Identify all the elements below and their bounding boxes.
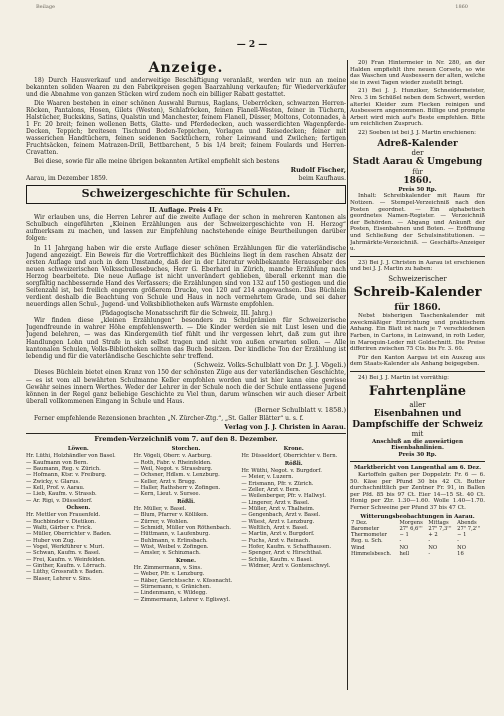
table-cell: - bbox=[399, 538, 402, 545]
guest-line: — Keller, Arzt v. Brugg. bbox=[133, 478, 197, 485]
review-more: Ferner empfehlende Rezensionen brachten „N. Zürcher-Ztg.“, „St. Galler Blätter“ u. s. f. bbox=[34, 414, 304, 422]
guest-line: — Weltlich, Arzt v. Basel. bbox=[241, 525, 309, 532]
adresskalender-contents: Inhalt: Schreibkalender mit Raum für Notizen. — Stempel-Verzeichniß nach den Posten geordnet. — Ein alphabetisch geordnetes Namen-Register. — Verzeichniß der Behörden. — Abgang und Ankunft der Posten, Eisenbahnen und Boten. — Eröffnung und Schließung der Schulsinstitutionen. — Jahrmärkte-Verzeichniß. — Geschäfts-Anzeiger u. bbox=[350, 193, 485, 253]
schweizergeschichte-intro: Wir erlauben uns, die Herren Lehrer auf die zweite Auflage der schon in mehreren Kantonen als Schulbuch eingeführten „Kleinen Erzählungen aus der Schweizergeschichte von H. Herzog“ aufmerksam zu machen, und lassen zur Empfehlung nachstehende einige Beurtheilungen darüber folgen: bbox=[26, 214, 346, 243]
hotel-column-3 bbox=[241, 445, 346, 603]
corner-left: Beilage bbox=[36, 4, 55, 10]
anzeige-dateline bbox=[26, 175, 346, 182]
table-row bbox=[350, 551, 485, 557]
marktbericht-text: Kartoffeln galten per Doppelztr. Fr. 6 — 6. 50. Käse per Pfund 30 bis 42 Ct. Butter durchschnittlich per Zentner Fr. 91, in Ballen per Pfd. 85 bis 97 Ct. Eier 14—15 St. 40 Ct. Honig per Ztr. 1.30—1.60. Wolle 1.40—1.70. Ferner Schweine per Pfund 37 bis 47 Ct. bbox=[350, 471, 485, 511]
guest-line: — Widmer, Arzt v. Gontenschwyl. bbox=[241, 563, 331, 570]
page-top-meta bbox=[36, 5, 468, 13]
table-header-cell: Mittags bbox=[428, 520, 449, 527]
schreibkalender-year: für 1860. bbox=[394, 302, 441, 313]
ad-adresskalender-intro: 22) Soeben ist bei J. J. Martin erschienen: bbox=[358, 129, 476, 136]
guest-line: — Kaufmann von Bern. bbox=[26, 459, 89, 466]
guest-line: — Haller, Rathsherr v. Zofingen. bbox=[133, 484, 221, 491]
guest-line: — Kell, Prof. v. Aarau. bbox=[26, 484, 85, 491]
anzeige-date: Aarau, im Dezember 1859. bbox=[26, 175, 108, 183]
fahrplan-anschluss: Anschluß an die auswärtigen Eisenbahnlinien. bbox=[371, 438, 464, 452]
review-1-source: (Pädagogische Monatsschrift für die Schweiz, III. Jahrg.) bbox=[99, 310, 273, 318]
ad-fahrplan-intro: 24) Bei J. J. Martin ist vorräthig: bbox=[358, 374, 449, 381]
schreibkalender-text: Nebst bisherigen Taschenkalender mit zweckmäßiger Einrichtung und praktischem Anhang. Ein Blatt ist nach je 7 verschiedenen Farben, in Cartons, in Leinwand, in roth Leder, in Maroquin-Leder mit Goldschnitt. Die Preise differiren zwischen 75 Cts. bis Fr. 3. 60. bbox=[350, 313, 485, 353]
guest-line: — Baumann, Reg. v. Zürich. bbox=[26, 465, 101, 472]
adresskalender-fuer: für bbox=[412, 168, 423, 176]
right-rule bbox=[350, 461, 485, 462]
guest-line: — Huber von Zug. bbox=[26, 537, 76, 544]
guest-line: Hr. Vögeli, Oberr. v. Aarburg. bbox=[133, 453, 212, 460]
guest-line: — Blaser, Lehrer v. Sins. bbox=[26, 575, 92, 582]
corner-right: 1860 bbox=[455, 4, 468, 10]
hotel-name: Krone. bbox=[176, 557, 196, 564]
hotel-column-2 bbox=[134, 445, 239, 603]
guest-line: — Buchbinder v. Dietikon. bbox=[26, 518, 97, 525]
hotel-name: Ochsen. bbox=[66, 504, 91, 511]
hotel-name: Rößli. bbox=[284, 460, 303, 467]
guest-line: — Lingerer, Arzt v. Basel. bbox=[241, 499, 310, 506]
left-column bbox=[26, 60, 346, 700]
guest-line: Hr. Zimmermann, v. Sins. bbox=[133, 565, 202, 572]
adresskalender-price: Preis 50 Rp. bbox=[398, 186, 437, 193]
page-number: — 2 — bbox=[236, 40, 268, 50]
guest-line: — Blum, Pfarrer v. Kölliken. bbox=[133, 512, 209, 519]
guest-line: — Müller, Arzt v. Thalheim. bbox=[241, 505, 315, 512]
guest-line: Hr. Düsseldorf, Oberrichter v. Bern. bbox=[241, 453, 338, 460]
schreibkalender-text-2: Für den Kanton Aargau ist ein Auszug aus dem Staats-Kalender als Anhang beigegeben. bbox=[350, 354, 485, 368]
fahrplan-price: Preis 30 Rp. bbox=[398, 451, 437, 458]
guest-line: — Spenger, Arzt v. Hirschthal. bbox=[241, 550, 323, 557]
section-rule bbox=[26, 433, 346, 434]
table-cell: Himmelsbesch. bbox=[351, 550, 392, 557]
guest-line: — Buhlmann, v. Erlinsbach. bbox=[133, 537, 208, 544]
table-cell: 27" 7,2''' bbox=[457, 526, 481, 533]
guest-line: — Walti, Gärber v. Frick. bbox=[26, 525, 93, 532]
fremden-verzeichnis bbox=[26, 436, 346, 603]
adresskalender-year: 1860. bbox=[403, 176, 432, 187]
schweizergeschichte-edition: II. Auflage. Preis 4 Fr. bbox=[149, 207, 223, 215]
fremden-title: Fremden-Verzeichniß vom 7. auf den 8. Dezember. bbox=[94, 435, 278, 444]
guest-line: — Lüthy, Grossrath v. Baden. bbox=[26, 569, 104, 576]
table-cell: − 1 bbox=[399, 532, 409, 539]
adresskalender-der: der bbox=[411, 149, 424, 158]
guest-line: — Hüttmann, v. Laufenburg. bbox=[133, 531, 211, 538]
review-3: Dieses Büchlein bietet einen Kranz von 150 der schönsten Züge aus der vaterländischen Geschichte, — es ist vom all bewährten Schulmanne Keller empfohlen worden und ist hier kann eine gewisse Gewähr seines innern Werthes. Weder der Lehrer in der Schule noch die der Schule entlassene Jugend können in der Regel ganz beliebige Geschichte zu Viel thun, darum wünschen wir auch dieser Arbeit überall vollkommenen Eingang in Schule und Haus. bbox=[26, 369, 346, 405]
guest-line: — Gengenbach, Arzt v. Basel. bbox=[241, 512, 321, 519]
guest-line: Hr. Müller, v. Basel. bbox=[133, 505, 187, 512]
table-cell: 27" 6,6''' bbox=[399, 526, 423, 533]
guest-line: — Lindenmann, v. Wildegg. bbox=[133, 590, 208, 597]
marktbericht-title: Marktbericht von Langenthal am 6. Dez. bbox=[353, 465, 482, 472]
fahrplan-heading: Eisenbahnen und Dampfschiffe der Schweiz bbox=[352, 409, 483, 430]
table-cell: Thermometer bbox=[351, 532, 388, 539]
fahrplan-mit: mit bbox=[411, 430, 424, 439]
table-header-cell: Morgens bbox=[399, 520, 423, 527]
table-cell: Reg. u. Sch. bbox=[351, 538, 383, 545]
guest-line: — Hofmann, Ktsr. v. Freiburg. bbox=[26, 472, 107, 479]
anzeige-location: beim Kaufhaus. bbox=[298, 175, 346, 183]
ad-schreibkalender-intro: 23) Bei J. J. Christen in Aarau ist erschienen und bei J. J. Martin zu haben: bbox=[350, 259, 485, 273]
guest-line: — Weilenberger, Pfr. v. Hallwyl. bbox=[241, 493, 326, 500]
table-cell: NO bbox=[399, 544, 409, 551]
table-cell: - bbox=[457, 538, 459, 545]
guest-line: — Fuchs, Arzt v. Reinach. bbox=[241, 537, 311, 544]
table-cell: − 1 bbox=[457, 532, 467, 539]
fahrplan-aller: aller bbox=[409, 400, 426, 409]
table-cell: - bbox=[428, 550, 431, 557]
review-1: In 11 Jahrgang haben wir die erste Auflage dieser schönen Erzählungen für die vaterländische Jugend angezeigt. Ein Beweis für die Vortrefflichkeit des Büchleins liegt in dem raschen Absatz der ersten Auflage und auch in dem Umstande, daß der in der Literatur wohlbekannte Herausgeber des neuen schweizerischen Volksschullesebuches, Herr G. Eberhard in Zürich, manche Erzählung nach Herzog bearbeitete. Die neue Auflage ist nicht unverändert geblieben, überall erkennt man die sorgfältig nachbessernde Hand des Verfassers; die Erzählungen sind von 132 auf 150 gestiegen und die Seitenzahl ist, bei freilich engerem größerem Drucke, von 120 auf 214 angewachsen. Das Büchlein verdient deshalb die Beachtung von Schule und Haus in noch vermehrtem Grade, und sei daher neuerdings allen Schul-, Jugend- und Volksbibliotheken aufs Wärmste empfohlen. bbox=[26, 244, 346, 309]
guest-line: — Martin, Arzt v. Burgdorf. bbox=[241, 531, 315, 538]
guest-line: — Ginther, Kaufm. v. Lörrach. bbox=[26, 563, 106, 570]
guest-line: — Roth, Fabr. v. Rheinfelden. bbox=[133, 459, 212, 466]
guest-line: — Ar. Rigi, v. Düsseldorf. bbox=[26, 497, 93, 504]
guest-line: — Müller, Oberrichter v. Baden. bbox=[26, 531, 112, 538]
review-2-source: (Schweiz. Volks-Schulblatt von Dr. J. J. Vögeli.) bbox=[193, 360, 346, 369]
review-2: Wir finden diese „kleinen Erzählungen“ besonders zu Schulprämien für Schweizerische Jugendfreunde in wahrer Höhe empfehlenswerth. — Die Kinder werden sie mit Lust lesen und die Jugend belehren, — was das Kindergemüth tief fühlt und ihr vergessen lehrt, daß zum gut ihre Handlungen Lohn und Strafe in sich selbst tragen und nicht von außen erwarten sollen. — Alle kantonalen Schulen, Volks-Bibliotheken sollten das Buch besitzen. Der kindliche Ton der Erzählung ist lebendig und für die vaterländische Geschichte sehr treffend. bbox=[26, 317, 346, 360]
table-header-cell: 7 Dez. bbox=[351, 520, 368, 527]
guest-line: — Zeller, Arzt v. Bern. bbox=[241, 486, 301, 493]
guest-line: Hr. Mettler von Frauenfeld. bbox=[26, 512, 101, 519]
hotel-column-1 bbox=[26, 445, 131, 603]
guest-line: — Ochsner, Hdlsm. v. Lenzburg. bbox=[133, 472, 220, 479]
anzeige-signature: Rudolf Fischer, bbox=[290, 166, 346, 175]
schweizergeschichte-banner: Schweizergeschichte für Schulen. bbox=[26, 185, 346, 204]
guest-line: — Vogel, Werkführer v. Muri. bbox=[26, 544, 105, 551]
anzeige-title: Anzeige. bbox=[148, 60, 224, 76]
guest-line: — Zimmermann, Lehrer v. Egliswyl. bbox=[133, 596, 231, 603]
schreibkalender-title: Schreib-Kalender bbox=[353, 285, 482, 301]
guest-line: — Schmidt, Müller von Röthenbach. bbox=[133, 525, 231, 532]
table-cell: NO bbox=[428, 544, 438, 551]
anzeige-goods: Die Waaren bestehen in einer schönen Auswahl Burnus, Raglans, Ueberröcken, schwarzen Herren-Röcken, Pantalons, Hosen, Gilets (Westen), Schlafröcken, feinen Flanell-Westen, feiner in Tüchern, Halstücher, Buckskins, Satins, Qualstin und Manchester, feinem Flanell, Düsser, Moltons, Cotonnades, à 1 Fr. 20 breit; feinen wollenen Betts, Glatte- und Pferdedecken, auch wasserdichten Wagenpferde-Decken, Teppich; breitesen Tischund Boden-Teppichen, Vorlagen und Reisedecken; feiner mit wasserichen Handtüchern, feinen seidenen Sacktüchern, roher Leinwand und Zwilchen; fertigen Fruchtsäcken, feinem Matrazen-Drill, Bettbarchent, 5 bis 1/4 breit; feinem Foulards und Herren-Cravatten. bbox=[26, 99, 346, 157]
guest-line: — Weber, Pfr. v. Lenzburg. bbox=[133, 571, 205, 578]
table-cell: 16 bbox=[457, 550, 464, 557]
guest-line: — Amsler, v. Schinznach. bbox=[133, 550, 201, 557]
guest-line: — Räber, Gerichtsschr. v. Küssnacht. bbox=[133, 577, 233, 584]
ad-tailor: 21) Bei J. J. Hunziker, Schneidermeister, Nro. 3 im Schüßel neben dem Schwert, werden alterlei Kleider zum Flecken reinigen und Ausbessern angenommen. Billige und prompte Arbeit wird mich auf's Beste empfehlen. Bitte um reichlichen Zuspruch. bbox=[350, 88, 485, 128]
right-rule bbox=[350, 256, 485, 257]
guest-line: Hr. Wüthi, Negot. v. Burgdorf. bbox=[241, 467, 322, 474]
anzeige-closing: Bei diese, sowie für alle meine übrigen bekannten Artikel empfiehlt sich bestens bbox=[34, 158, 280, 166]
hotel-name: Krone. bbox=[283, 445, 304, 452]
guest-line: — Schüle, Kaufm. v. Basel. bbox=[241, 556, 313, 563]
guest-line: — Wüest, Arzt v. Lenzburg. bbox=[241, 518, 315, 525]
guest-line: — Frei, Kaufm. v. Weinfelden. bbox=[26, 556, 106, 563]
adresskalender-title: Adreß-Kalender bbox=[377, 138, 458, 149]
guest-line: — Schwan, Kaufm. v. Basel. bbox=[26, 550, 101, 557]
table-header-cell: Abends bbox=[457, 520, 477, 527]
table-cell: + 2 bbox=[428, 532, 438, 539]
table-cell: Wind bbox=[351, 544, 365, 551]
guest-line: — Hofer, Kaufm. v. Schaffhausen. bbox=[241, 544, 332, 551]
anzeige-intro: 18) Durch Hausverkauf und anderweitige Beschäftigung veranlaßt, werden wir nun an meine bekannten soliden Waaren zu den Fabrikpreisen gegen Baarzahlung verkaufen; für Wiederverkäufer und die Abnahme von ganzen Stücken wird zudem noch ein billiger Rabatt gestattet. bbox=[26, 76, 346, 98]
guest-line: — Zwicky, v. Glarus. bbox=[26, 478, 80, 485]
guest-line: — Stirnemann, v. Gränichen. bbox=[133, 584, 211, 591]
review-3-source: (Berner Schulblatt v. 1858.) bbox=[254, 405, 346, 414]
witterung-table bbox=[350, 520, 485, 557]
guest-line: — Kern, Lieut. v. Sursee. bbox=[133, 491, 201, 498]
adresskalender-stadt: Stadt Aarau & Umgebung bbox=[352, 157, 483, 168]
fahrplan-title: Fahrtenpläne bbox=[368, 383, 467, 399]
guest-line: — Wüst, Weibel v. Zofingen. bbox=[133, 544, 209, 551]
ad-corsets: 20) Fran Hintermeier in Nr. 280, an der Halden empfiehlt ihre neuen Corsets, so wie das Waschen und Ausbessern der alten, welche sie in zwei Tagen wieder zustellt bringt. bbox=[350, 60, 485, 86]
hotel-name: Rößli. bbox=[177, 498, 195, 505]
guest-line: Hr. Lüthi, Holzhändler von Basel. bbox=[26, 453, 116, 460]
guest-line: — Lieb, Kaufm. v. Strassb. bbox=[26, 491, 97, 498]
witterung-title: Witterungsbeobachtungen in Aarau. bbox=[360, 513, 475, 520]
hotel-name: Storchen. bbox=[171, 445, 201, 452]
table-cell: Barometer bbox=[351, 526, 380, 533]
schreibkalender-top: Schweizerischer bbox=[388, 274, 447, 283]
guest-line: — Erismann, Pfr. v. Zürich. bbox=[241, 480, 314, 487]
table-cell: NO bbox=[457, 544, 466, 551]
table-cell: hell bbox=[399, 550, 410, 557]
right-rule bbox=[350, 371, 485, 372]
column-divider bbox=[347, 60, 348, 690]
guest-line: — Weil, Negot. v. Strassburg. bbox=[133, 465, 213, 472]
publisher-line: Verlag von J. J. Christen in Aarau. bbox=[224, 422, 346, 431]
table-cell: - bbox=[428, 538, 431, 545]
guest-line: — Meier, v. Luzern. bbox=[241, 474, 294, 481]
guest-line: — Zürrer, v. Wohlen. bbox=[133, 518, 189, 525]
table-cell: 27" 7,3''' bbox=[428, 526, 452, 533]
hotel-columns bbox=[26, 445, 346, 603]
hotel-name: Löwen. bbox=[67, 445, 89, 452]
right-column bbox=[350, 60, 485, 700]
